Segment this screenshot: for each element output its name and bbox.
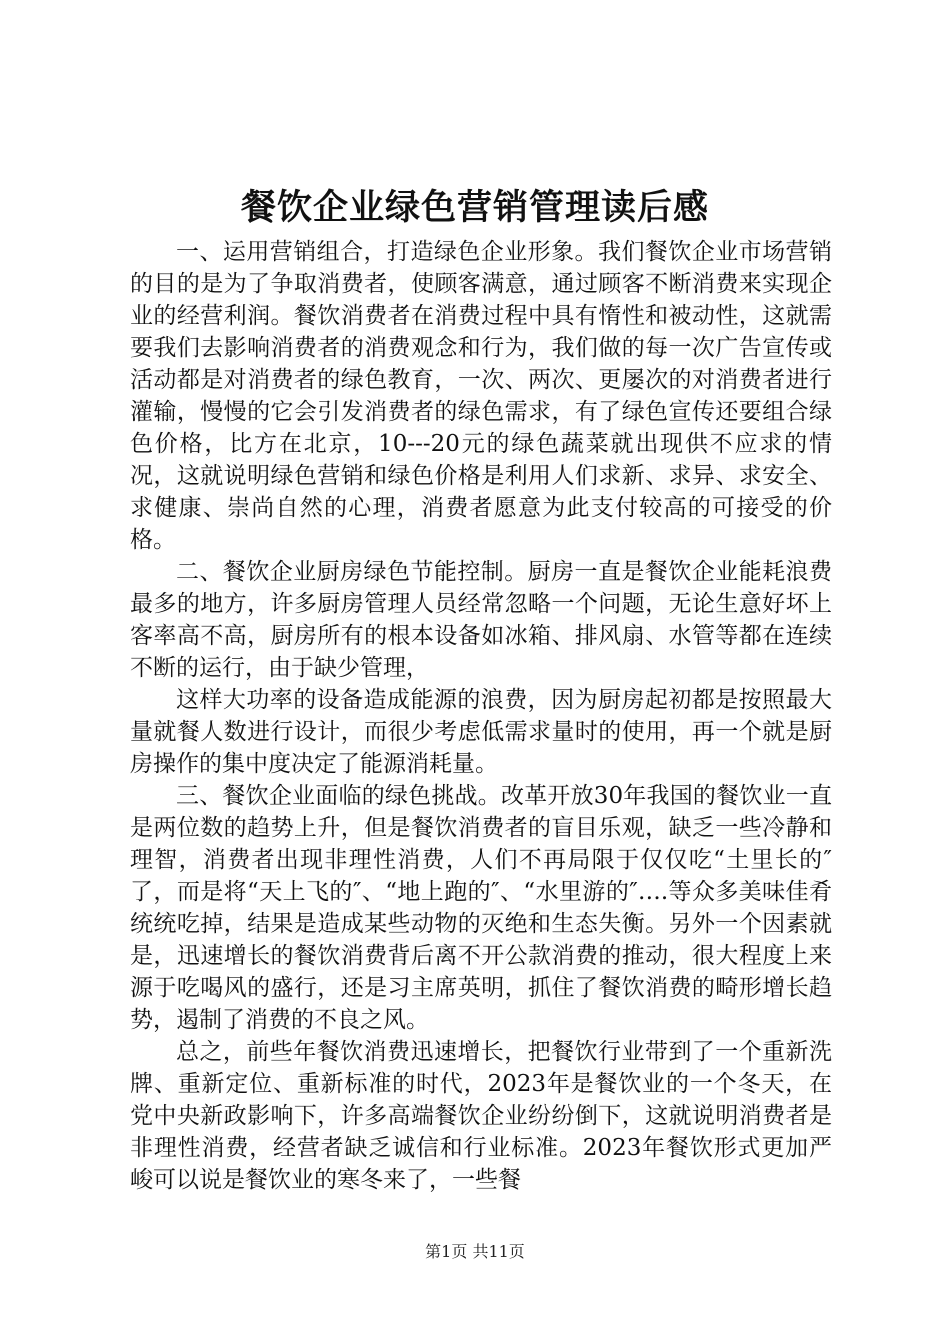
page-number-footer: 第1页 共11页 [425, 1242, 525, 1261]
paragraph-5: 总之，前些年餐饮消费迅速增长，把餐饮行业带到了一个重新洗牌、重新定位、重新标准的时代，2023年是餐饮业的一个冬天，在党中央新政影响下，许多高端餐饮企业纷纷倒下，这就说明消费者是非理性消费，经营者缺乏诚信和行业标准。2023年餐饮形式更加严峻可以说是餐饮业的寒冬来了，一些餐 [130, 1039, 832, 1193]
paragraph-1: 一、运用营销组合，打造绿色企业形象。我们餐饮企业市场营销的目的是为了争取消费者，使顾客满意，通过顾客不断消费来实现企业的经营利润。餐饮消费者在消费过程中具有惰性和被动性，这就需要我们去影响消费者的消费观念和行为，我们做的每一次广告宣传或活动都是对消费者的绿色教育，一次、两次、更屡次的对消费者进行灌输，慢慢的它会引发消费者的绿色需求，有了绿色宣传还要组合绿色价格，比方在北京，10---20元的绿色蔬菜就出现供不应求的情况，这就说明绿色营销和绿色价格是利用人们求新、求异、求安全、求健康、崇尚自然的心理，消费者愿意为此支付较高的可接受的价格。 [130, 239, 832, 553]
paragraph-2: 二、餐饮企业厨房绿色节能控制。厨房一直是餐饮企业能耗浪费最多的地方，许多厨房管理人员经常忽略一个问题，无论生意好坏上客率高不高，厨房所有的根本设备如冰箱、排风扇、水管等都在连续不断的运行，由于缺少管理， [130, 559, 832, 681]
document-body [130, 236, 832, 1196]
paragraph-3: 这样大功率的设备造成能源的浪费，因为厨房起初都是按照最大量就餐人数进行设计，而很少考虑低需求量时的使用，再一个就是厨房操作的集中度决定了能源消耗量。 [130, 687, 832, 777]
paragraph-4: 三、餐饮企业面临的绿色挑战。改革开放30年我国的餐饮业一直是两位数的趋势上升，但是餐饮消费者的盲目乐观，缺乏一些冷静和理智，消费者出现非理性消费，人们不再局限于仅仅吃“土里长的″了，而是将“天上飞的″、“地上跑的″、“水里游的″….等众多美味佳肴统统吃掉，结果是造成某些动物的灭绝和生态失衡。另外一个因素就是，迅速增长的餐饮消费背后离不开公款消费的推动，很大程度上来源于吃喝风的盛行，还是习主席英明，抓住了餐饮消费的畸形增长趋势，遏制了消费的不良之风。 [130, 783, 832, 1033]
document-title: 餐饮企业绿色营销管理读后感 [240, 188, 709, 228]
